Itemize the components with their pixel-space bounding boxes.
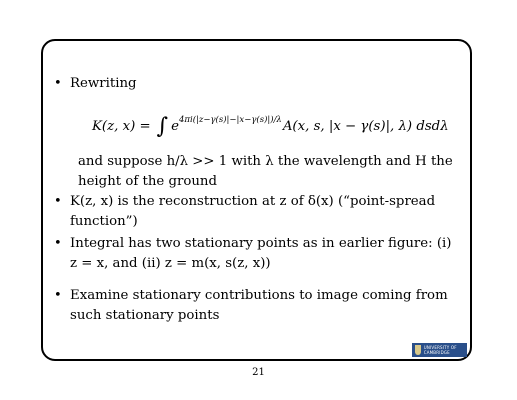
equation-rhs: A(x, s, |x − γ(s)|, λ) dsdλ (282, 118, 449, 134)
page-number: 21 (252, 367, 265, 378)
bullet-examine (52, 286, 462, 326)
bullet-text: Examine stationary contributions to image coming from such stationary points (70, 288, 448, 323)
equation-lhs: K(z, x) = (92, 118, 151, 134)
reconstruction-equation (92, 114, 449, 139)
integral-sign-icon: ∫ (156, 114, 169, 139)
bullet-text: K(z, x) is the reconstruction at z of δ(x) (“point-spread function”) (70, 194, 436, 229)
bullet-stationary-points (52, 234, 462, 274)
logo-text: UNIVERSITY OF CAMBRIDGE (423, 345, 457, 355)
equation-exponent: 4πi(|z−γ(s)|−|x−γ(s)|)/λ (178, 115, 282, 125)
crest-icon (415, 345, 421, 355)
bullet-continuation: and suppose h/λ >> 1 with λ the wavelength and H the height of the ground (78, 154, 453, 189)
bullet-dot-icon: • (54, 236, 62, 251)
bullet-dot-icon: • (54, 288, 62, 303)
bullet-reconstruction (52, 192, 462, 232)
bullet-text: Integral has two stationary points as in earlier figure: (i) z = x, and (ii) z = m(x, s(z, x)) (70, 236, 452, 271)
bullet-dot-icon: • (54, 194, 62, 209)
university-logo (412, 343, 467, 357)
bullet-rewriting (52, 74, 137, 94)
bullet-text: Rewriting (70, 76, 137, 91)
bullet-dot-icon: • (54, 76, 62, 91)
equation-base: e (171, 118, 179, 134)
